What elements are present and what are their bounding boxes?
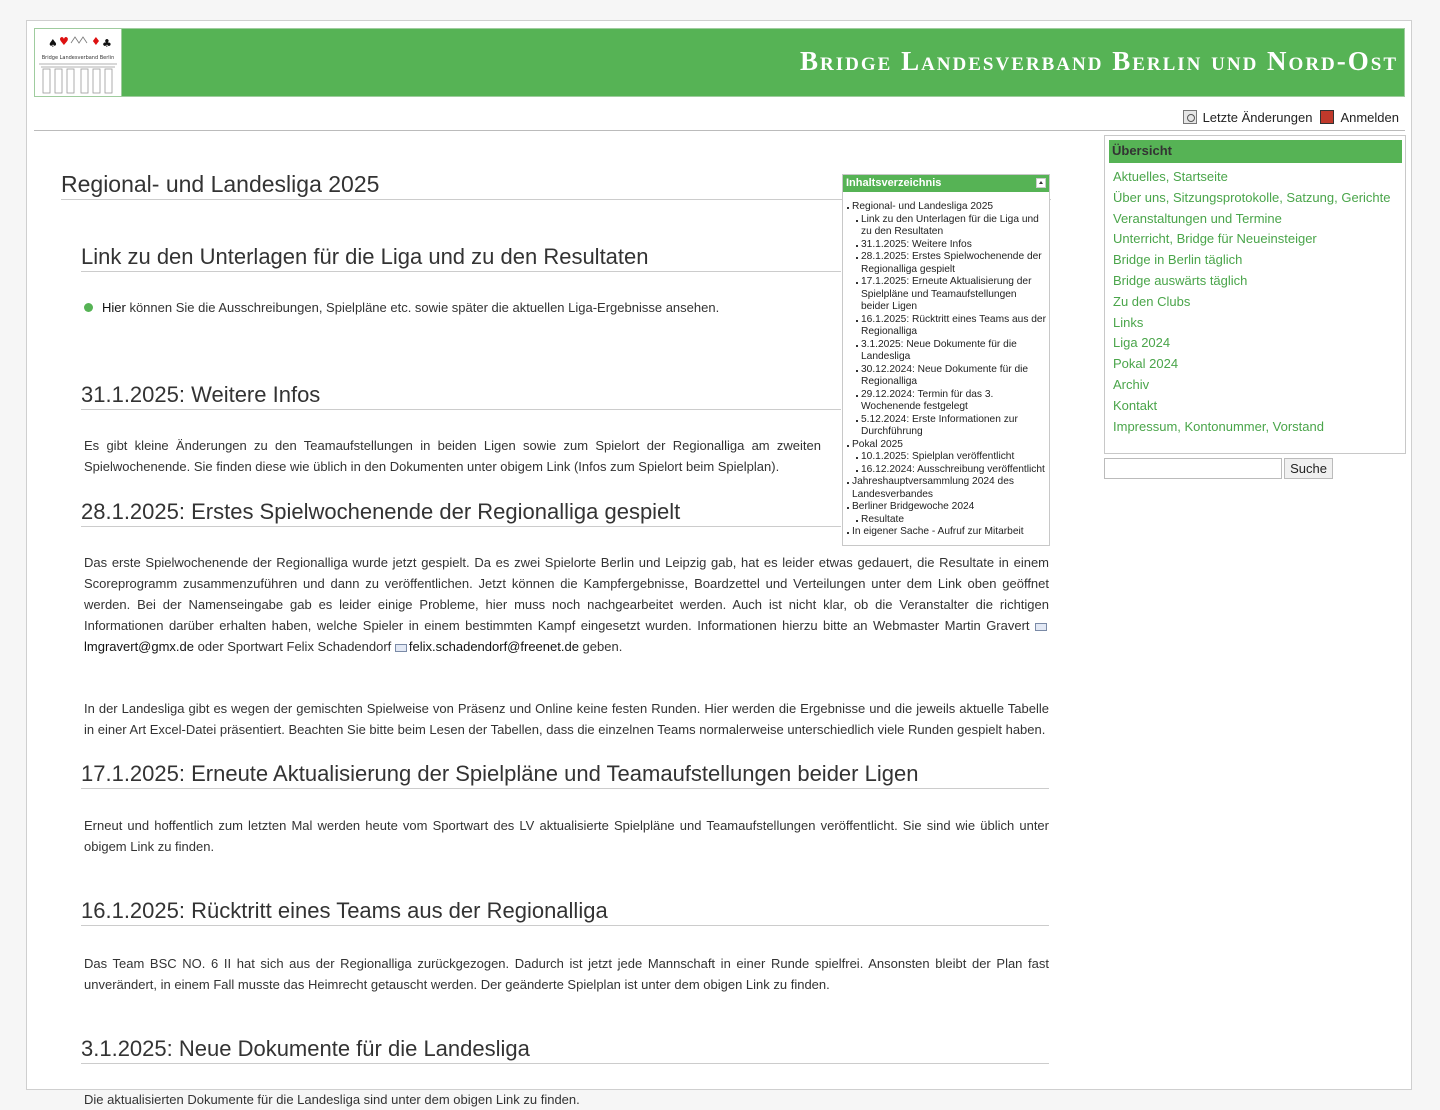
toc-link[interactable]: 5.12.2024: Erste Informationen zur Durchführung xyxy=(861,413,1018,437)
mail-link-schadendorf[interactable]: felix.schadendorf@freenet.de xyxy=(408,639,579,654)
svg-text:Bridge Landesverband Berlin: Bridge Landesverband Berlin xyxy=(41,55,115,61)
section-heading-update: 17.1.2025: Erneute Aktualisierung der Spielpläne und Teamaufstellungen beider Ligen xyxy=(81,760,1049,789)
toc-item xyxy=(847,439,1046,452)
sidebar-nav-item[interactable]: Aktuelles, Startseite xyxy=(1113,169,1228,184)
section-heading-first-weekend: 28.1.2025: Erstes Spielwochenende der Regionalliga gespielt xyxy=(81,498,841,527)
login-link[interactable] xyxy=(1320,110,1399,125)
bullet-icon xyxy=(84,303,93,312)
mail-icon xyxy=(395,644,407,652)
recent-changes-label: Letzte Änderungen xyxy=(1202,109,1313,125)
sidebar-nav-item[interactable]: Kontakt xyxy=(1113,397,1158,413)
toc-item xyxy=(847,526,1046,539)
sidebar-nav-item[interactable]: Impressum, Kontonummer, Vorstand xyxy=(1113,418,1324,434)
table-of-contents xyxy=(842,174,1050,546)
first-weekend-text-a: Das erste Spielwochenende der Regionalliga wurde jetzt gespielt. Da es zwei Spielorte Berlin und Leipzig gab, hat es leider etwas gedauert, die Resultate in einem Scoreprogramm zusammenzuführen und dann zu veröffentlichen. Jetzt können die Kampfergebnisse, Boardzettel und Verteilungen unter dem Link oben geöffnet werden. Bei der Namenseingabe gab es leider einige Probleme, hier muss noch nachgearbeitet werden. Auch ist nicht klar, ob die Veranstalter die richtigen Informationen darüber erhalten haben, welche Spieler in einem bestimmten Kampf eingesetzt wurden. Informationen hierzu bitte an Webmaster Martin Gravert xyxy=(84,555,1049,633)
toc-item xyxy=(847,201,1046,214)
first-weekend-text-b: oder Sportwart Felix Schadendorf xyxy=(194,639,395,654)
page-title: Regional- und Landesliga 2025 xyxy=(61,169,1051,200)
toc-link[interactable]: Resultate xyxy=(861,513,905,525)
toc-item xyxy=(847,414,1046,439)
toc-item xyxy=(847,501,1046,514)
toc-item xyxy=(847,514,1046,527)
toc-link[interactable]: 31.1.2025: Weitere Infos xyxy=(861,238,972,250)
section-heading-further-info: 31.1.2025: Weitere Infos xyxy=(81,381,841,410)
toc-item xyxy=(847,214,1046,239)
login-icon xyxy=(1320,110,1334,124)
toc-item xyxy=(847,314,1046,339)
toc-link[interactable]: 16.12.2024: Ausschreibung veröffentlicht xyxy=(861,463,1045,475)
toc-link[interactable]: 17.1.2025: Erneute Aktualisierung der Spielpläne und Teamaufstellungen beider Ligen xyxy=(861,276,1032,312)
documents-bullet xyxy=(84,297,719,318)
svg-text:♠: ♠ xyxy=(48,37,58,50)
toc-title: Inhaltsverzeichnis xyxy=(846,177,942,189)
toc-link[interactable]: Pokal 2025 xyxy=(852,438,903,450)
mail-icon xyxy=(1035,623,1047,631)
sidebar-nav-item[interactable]: Archiv xyxy=(1113,376,1150,392)
toc-collapse-icon[interactable] xyxy=(1036,178,1046,188)
login-label: Anmelden xyxy=(1340,109,1399,125)
update-text: Erneut und hoffentlich zum letzten Mal werden heute vom Sportwart des LV aktualisierte Spielpläne und Teamaufstellungen veröffentlicht. Sie sind wie üblich unter obigem Link zu finden. xyxy=(84,818,1049,854)
documents-link[interactable]: Hier xyxy=(102,300,126,315)
site-logo[interactable] xyxy=(35,29,122,96)
svg-text:♣: ♣ xyxy=(102,37,112,50)
toc-item xyxy=(847,339,1046,364)
toc-link[interactable]: Regional- und Landesliga 2025 xyxy=(852,201,994,212)
toc-link[interactable]: 29.12.2024: Termin für das 3. Wochenende festgelegt xyxy=(861,388,994,412)
recent-changes-icon xyxy=(1183,110,1197,124)
first-weekend-text xyxy=(84,552,1049,657)
further-info-text: Es gibt kleine Änderungen zu den Teamaufstellungen in beiden Ligen sowie zum Spielort der Regionalliga am zweiten Spielwochenende. Sie finden diese wie üblich in den Dokumenten unter obigem Link (Infos zum Spielort beim Spielplan). xyxy=(84,438,821,474)
header-divider xyxy=(34,130,1405,131)
section-heading-withdrawal: 16.1.2025: Rücktritt eines Teams aus der Regionalliga xyxy=(81,897,1049,926)
toc-link[interactable]: 16.1.2025: Rücktritt eines Teams aus der Regionalliga xyxy=(861,313,1046,337)
section-heading-documents: Link zu den Unterlagen für die Liga und zu den Resultaten xyxy=(81,243,841,272)
toc-link[interactable]: Berliner Bridgewoche 2024 xyxy=(852,501,975,512)
page-frame xyxy=(26,20,1412,1107)
toc-link[interactable]: 10.1.2025: Spielplan veröffentlicht xyxy=(861,451,1015,462)
toc-link[interactable]: Jahreshauptversammlung 2024 des Landesverbandes xyxy=(852,476,1014,500)
user-toolbar xyxy=(1175,107,1399,127)
sidebar-nav-item[interactable]: Veranstaltungen und Termine xyxy=(1113,210,1282,226)
toc-link[interactable]: In eigener Sache - Aufruf zur Mitarbeit xyxy=(852,526,1024,537)
first-weekend-text-c: geben. xyxy=(578,639,623,654)
sidebar-nav-item[interactable]: Über uns, Sitzungsprotokolle, Satzung, Gerichte xyxy=(1113,189,1391,205)
toc-header xyxy=(843,175,1049,192)
toc-item xyxy=(847,239,1046,252)
toc-link[interactable]: 3.1.2025: Neue Dokumente für die Landesliga xyxy=(861,338,1017,362)
svg-text:♥: ♥ xyxy=(59,35,69,48)
search-input[interactable] xyxy=(1104,458,1282,479)
documents-text: können Sie die Ausschreibungen, Spielpläne etc. sowie später die aktuellen Liga-Ergebnisse ansehen. xyxy=(125,300,720,315)
sidebar-nav-item[interactable]: Pokal 2024 xyxy=(1113,356,1179,372)
search-button[interactable]: Suche xyxy=(1284,458,1333,479)
section-heading-new-docs: 3.1.2025: Neue Dokumente für die Landesliga xyxy=(81,1035,1049,1064)
toc-item xyxy=(847,251,1046,276)
sidebar-nav-item[interactable]: Bridge auswärts täglich xyxy=(1113,272,1248,288)
svg-text:♦: ♦ xyxy=(91,35,101,48)
toc-item xyxy=(847,476,1046,501)
sidebar-nav-item[interactable]: Zu den Clubs xyxy=(1113,293,1191,309)
recent-changes-link[interactable] xyxy=(1183,110,1313,125)
sidebar-title: Übersicht xyxy=(1109,140,1402,163)
toc-link[interactable]: 28.1.2025: Erstes Spielwochenende der Regionalliga gespielt xyxy=(861,251,1042,275)
toc-item xyxy=(847,451,1046,464)
sidebar-navigation xyxy=(1104,135,1406,454)
toc-item xyxy=(847,389,1046,414)
withdrawal-text: Das Team BSC NO. 6 II hat sich aus der Regionalliga zurückgezogen. Dadurch ist jetzt jede Mannschaft in einer Runde spielfrei. Ansonsten bleibt der Plan fast unverändert, in einem Fall musste das Heimrecht getauscht werden. Der geänderte Spielplan ist unter dem obigen Link zu finden. xyxy=(84,956,1049,992)
sidebar-nav-item[interactable]: Liga 2024 xyxy=(1113,335,1171,351)
sidebar-nav-item[interactable]: Unterricht, Bridge für Neueinsteiger xyxy=(1113,231,1317,247)
sidebar-nav-item[interactable]: Bridge in Berlin täglich xyxy=(1113,252,1243,268)
toc-list xyxy=(843,192,1049,545)
toc-item xyxy=(847,464,1046,477)
toc-link[interactable]: 30.12.2024: Neue Dokumente für die Regionalliga xyxy=(861,363,1029,387)
site-title: Bridge Landesverband Berlin und Nord-Ost xyxy=(800,46,1398,76)
landesliga-text: In der Landesliga gibt es wegen der gemischten Spielweise von Präsenz und Online keine festen Runden. Hier werden die Ergebnisse und die jeweils aktuelle Tabelle in einer Art Excel-Datei präsentiert. Beachten Sie bitte beim Lesen der Tabellen, dass die einzelnen Teams normalerweise unterschiedlich viele Runden gespielt haben. xyxy=(84,701,1049,737)
mail-link-gravert[interactable]: lmgravert@gmx.de xyxy=(84,639,195,654)
toc-link[interactable]: Link zu den Unterlagen für die Liga und zu den Resultaten xyxy=(861,213,1039,237)
toc-item xyxy=(847,364,1046,389)
site-header xyxy=(34,28,1405,97)
sidebar-nav-item[interactable]: Links xyxy=(1113,314,1144,330)
logo-image xyxy=(35,29,121,96)
new-docs-text: Die aktualisierten Dokumente für die Landesliga sind unter dem obigen Link zu finden. xyxy=(84,1092,580,1107)
toc-item xyxy=(847,276,1046,314)
sidebar-list xyxy=(1113,167,1390,437)
